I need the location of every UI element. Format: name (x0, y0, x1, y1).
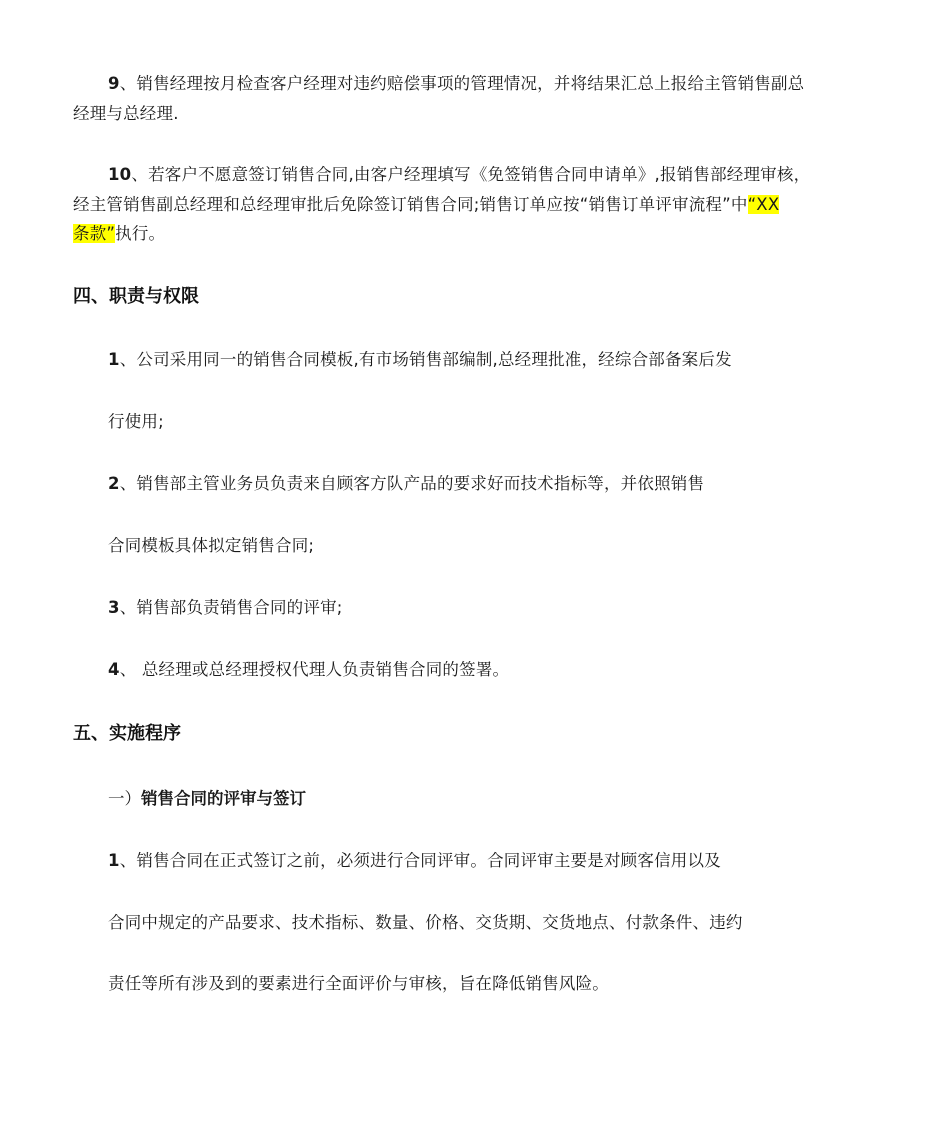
s4-item-2-text-2: 合同模板具体拟定销售合同; (108, 536, 315, 555)
s4-item-2-line-1 (108, 472, 704, 496)
item-9-text-2: 经理与总经理. (73, 104, 179, 123)
subheading-title: 销售合同的评审与签订 (141, 789, 306, 808)
item-10-text-3: 执行。 (115, 224, 166, 243)
s5-item-1-line-2 (108, 911, 743, 935)
s5-item-1-text-3: 责任等所有涉及到的要素进行全面评价与审核，旨在降低销售风险。 (108, 974, 609, 993)
item-9-text-1: 、销售经理按月检查客户经理对违约赔偿事项的管理情况，并将结果汇总上报给主管销售副总 (119, 74, 805, 93)
s5-item-1-text-1: 、销售合同在正式签订之前，必须进行合同评审。合同评审主要是对顾客信用以及 (119, 851, 721, 870)
s4-item-4-number: 4 (108, 660, 120, 679)
s4-item-4-text-1: 、 总经理或总经理授权代理人负责销售合同的签署。 (119, 660, 510, 679)
s4-item-1-line-2 (108, 410, 164, 434)
s5-item-1-line-3 (108, 972, 609, 996)
item-10-text-2: 经主管销售副总经理和总经理审批后免除签订销售合同;销售订单应按“销售订单评审流程”中 (73, 195, 748, 214)
item-9-line-2 (73, 102, 179, 126)
item-9-number: 9 (108, 74, 120, 93)
s4-item-1-line-1 (108, 348, 732, 372)
s4-item-4-line-1 (108, 658, 509, 682)
section-5-heading: 五、实施程序 (73, 723, 181, 744)
item-10-text-1: 、若客户不愿意签订销售合同,由客户经理填写《免签销售合同申请单》,报销售部经理审核， (131, 165, 811, 184)
s5-item-1-line-1 (108, 849, 721, 873)
item-10-number: 10 (108, 165, 132, 184)
s4-item-2-number: 2 (108, 474, 120, 493)
s4-item-1-text-1: 、公司采用同一的销售合同模板,有市场销售部编制,总经理批准，经综合部备案后发 (119, 350, 732, 369)
s4-item-1-number: 1 (108, 350, 120, 369)
s4-item-3-number: 3 (108, 598, 120, 617)
s5-item-1-text-2: 合同中规定的产品要求、技术指标、数量、价格、交货期、交货地点、付款条件、违约 (108, 913, 743, 932)
s4-item-3-line-1 (108, 596, 343, 620)
s4-item-1-text-2: 行使用; (108, 412, 164, 431)
highlighted-clause-ref-end: 条款” (73, 224, 116, 243)
item-9-line-1 (108, 72, 804, 96)
item-10-line-3 (73, 222, 165, 246)
highlighted-clause-ref-start: “XX (747, 195, 780, 214)
s4-item-3-text-1: 、销售部负责销售合同的评审; (119, 598, 343, 617)
s4-item-2-text-1: 、销售部主管业务员负责来自顾客方队产品的要求好而技术指标等，并依照销售 (119, 474, 705, 493)
s4-item-2-line-2 (108, 534, 314, 558)
s5-item-1-number: 1 (108, 851, 120, 870)
item-10-line-2 (73, 193, 779, 217)
item-10-line-1 (108, 163, 810, 187)
subheading-prefix: 一） (108, 789, 141, 808)
section-4-heading: 四、职责与权限 (73, 286, 199, 307)
section-5-subheading (108, 787, 306, 811)
